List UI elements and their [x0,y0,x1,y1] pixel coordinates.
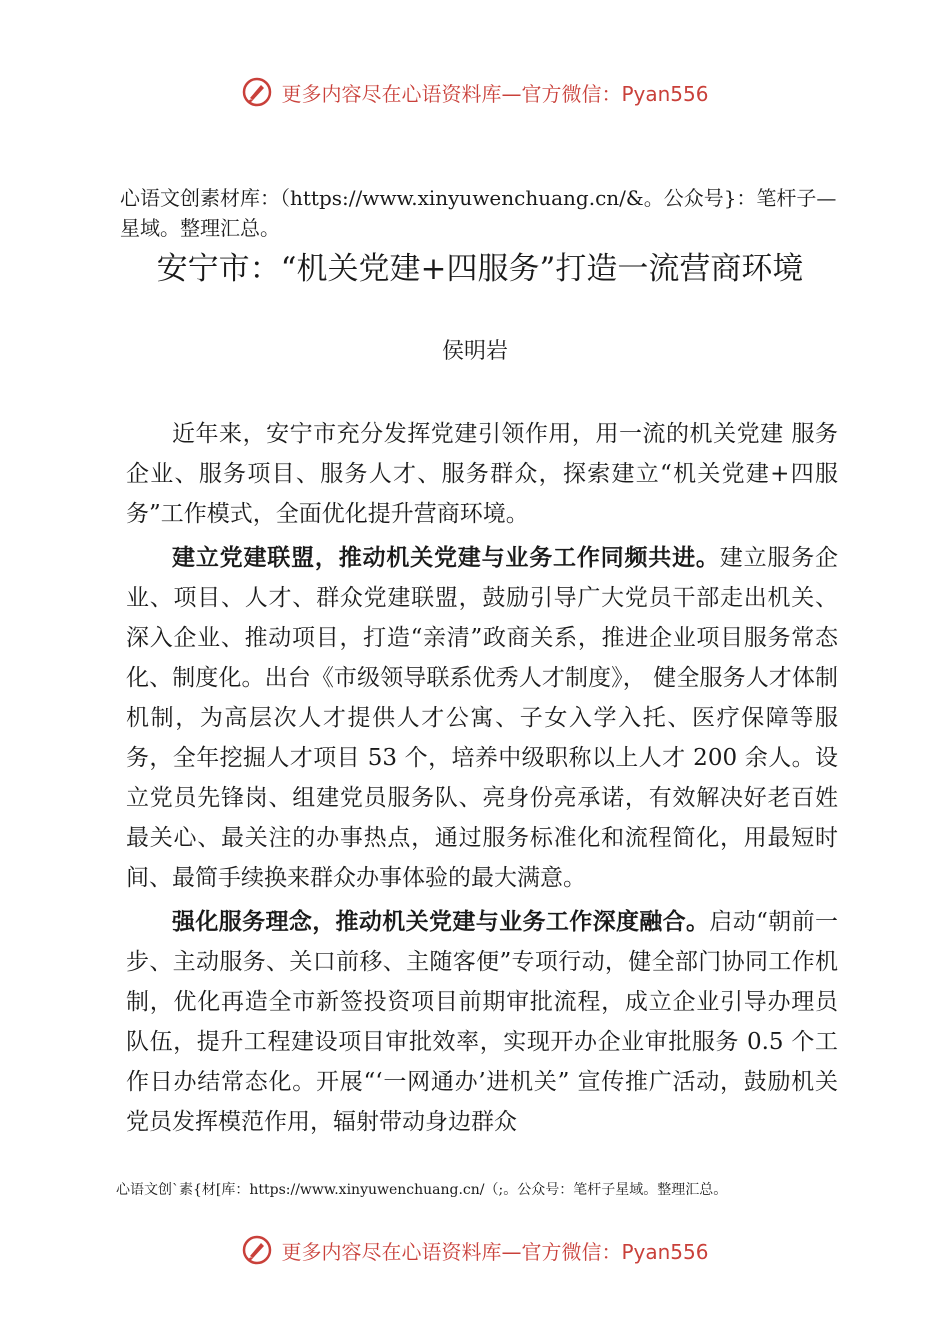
article-author: 侯明岩 [441,339,508,364]
article-body [126,414,838,1146]
paragraph [126,538,838,898]
banner-text: 更多内容尽在心语资料库—官方微信：Pyan556 [281,81,709,106]
paragraph [126,414,838,534]
paragraph-text: 近年来，安宁市充分发挥党建引领作用，用一流的机关党建 服务企业、服务项目、服务人才、服务群众，探索建立“机关党建+四服务”工作模式，全面优化提升营商环境。 [126,421,838,527]
top-banner [0,70,950,114]
bottom-banner [0,1228,950,1272]
paragraph [126,902,838,1142]
source-note: 心语文创素材库：（https://www.xinyuwenchuang.cn/&。公众号}：笔杆子—星域。整理汇总。 [120,186,837,240]
paragraph-text: 建立服务企业、项目、人才、群众党建联盟，鼓励引导广大党员干部走出机关、深入企业、推动项目，打造“亲清”政商关系，推进企业项目服务常态化、制度化。出台《市级领导联系优秀人才制度》， 健全服务人才体制机制，为高层次人才提供人才公寓、子女入学入托、医疗保障等服务，全年挖掘人才项目 53 个，培养中级职称以上人才 200 余人。设立党员先锋岗、组建党员服务队、亮身份亮承诺，有效解决好老百姓最关心、最关注的办事热点，通过服务标准化和流程简化，用最短时间、最简手续换来群众办事体验的最大满意。 [126,545,839,891]
article-title: 安宁市：“机关党建+四服务”打造一流营商环境 [156,251,804,287]
paragraph-lead: 强化服务理念，推动机关党建与业务工作深度融合。 [172,909,710,935]
banner-text: 更多内容尽在心语资料库—官方微信：Pyan556 [281,1239,709,1264]
footer-source-note: 心语文创`素{材[库：https://www.xinyuwenchuang.cn/（;。公众号：笔杆子星域。整理汇总。 [116,1182,728,1198]
brush-logo-icon [241,76,273,108]
paragraph-lead: 建立党建联盟，推动机关党建与业务工作同频共进。 [172,545,720,571]
paragraph-text: 启动“朝前一步、主动服务、关口前移、主随客便”专项行动，健全部门协同工作机制，优化再造全市新签投资项目前期审批流程，成立企业引导办理员队伍，提升工程建设项目审批效率，实现开办企业审批服务 0.5 个工作日办结常态化。开展“‘一网通办’进机关” 宣传推广活动，鼓励机关党员发挥模范作用，辐射带动身边群众 [126,909,839,1135]
brush-logo-icon [241,1234,273,1266]
